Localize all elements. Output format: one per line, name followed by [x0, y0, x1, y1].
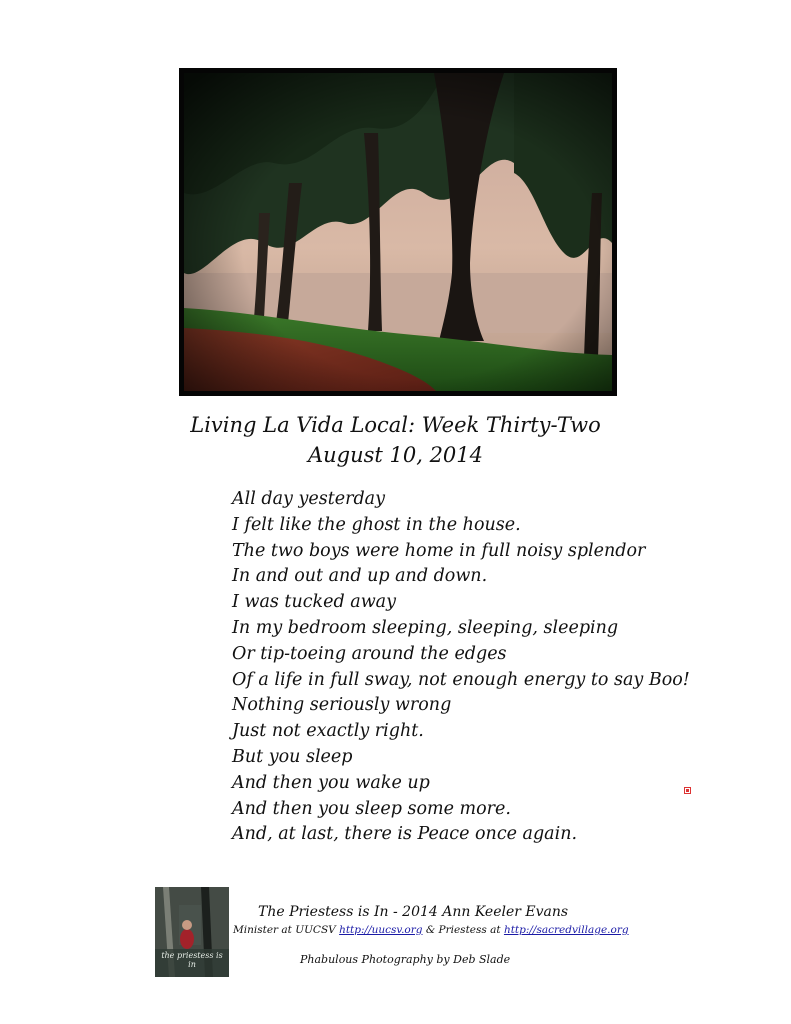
trees-by-lake-image: [184, 73, 612, 391]
minister-text: Minister at UUCSV: [233, 924, 340, 936]
poem-line: Nothing seriously wrong: [232, 695, 452, 716]
priestess-text: & Priestess at: [422, 924, 504, 936]
poem-line: And then you wake up: [232, 772, 430, 793]
affiliation-line: [233, 924, 629, 936]
date-line: August 10, 2014: [307, 443, 484, 467]
poem-line: Just not exactly right.: [232, 721, 424, 742]
uucsv-link[interactable]: http://uucsv.org: [339, 924, 423, 936]
sacredvillage-link[interactable]: http://sacredvillage.org: [503, 924, 629, 936]
poem-line: Or tip-toeing around the edges: [232, 643, 507, 664]
poem-line: But you sleep: [232, 746, 353, 767]
photo-credit: Phabulous Photography by Deb Slade: [300, 953, 511, 966]
poem-line: And, at last, there is Peace once again.: [232, 824, 578, 845]
credit-line: The Priestess is In - 2014 Ann Keeler Evans: [258, 904, 569, 920]
poem-line: In and out and up and down.: [232, 566, 488, 587]
poem-line: And then you sleep some more.: [232, 798, 511, 819]
poem: [232, 487, 690, 848]
poem-line: In my bedroom sleeping, sleeping, sleeping: [232, 617, 619, 638]
poem-line: The two boys were home in full noisy splendor: [232, 540, 646, 561]
header-photo: [179, 68, 617, 396]
poem-line: All day yesterday: [232, 489, 385, 509]
priestess-thumbnail: [155, 887, 229, 977]
poem-line: I was tucked away: [232, 592, 396, 613]
poem-line: Of a life in full sway, not enough energy to say Boo!: [232, 669, 690, 690]
annotation-marker-icon[interactable]: [684, 787, 691, 794]
poem-line: I felt like the ghost in the house.: [232, 514, 521, 535]
thumbnail-caption: the priestess is in: [161, 951, 223, 969]
page-title: [0, 410, 791, 470]
title-line: Living La Vida Local: Week Thirty-Two: [190, 413, 601, 437]
